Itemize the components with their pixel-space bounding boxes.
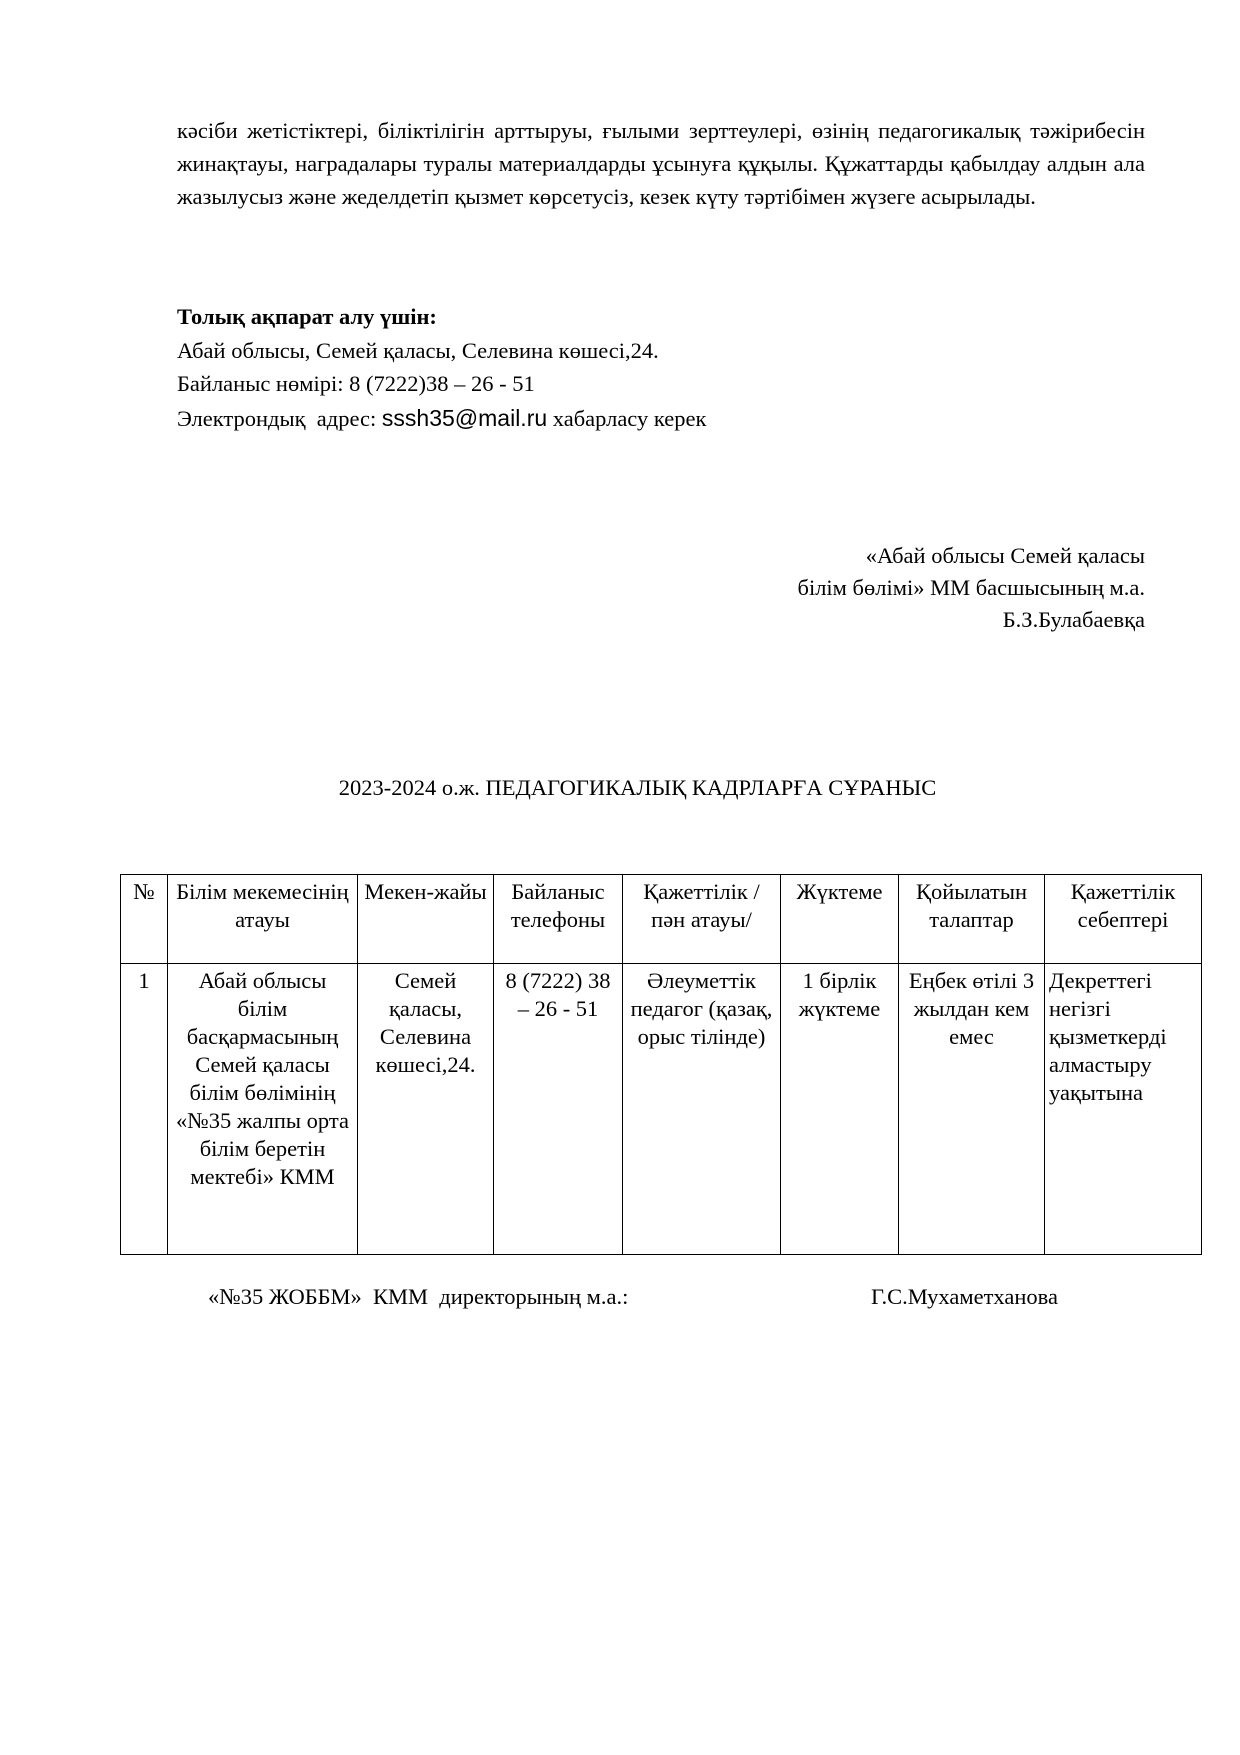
header-load: Жүктеме: [781, 875, 899, 964]
header-subject: Қажеттілік /пән атауы/: [623, 875, 781, 964]
signature-name: Г.С.Мухаметханова: [871, 1284, 1058, 1309]
contact-address: Абай облысы, Семей қаласы, Селевина көшесі,24.: [177, 338, 659, 363]
header-phone: Байланыс телефоны: [494, 875, 623, 964]
addressee-line-2: білім бөлімі» ММ басшысының м.а.: [797, 575, 1145, 600]
table-row: [121, 964, 1202, 1255]
email-link[interactable]: sssh35@mail.ru: [381, 405, 548, 431]
contact-phone: Байланыс нөмірі: 8 (7222)38 – 26 - 51: [177, 371, 535, 396]
document-title: 2023-2024 о.ж. ПЕДАГОГИКАЛЫҚ КАДРЛАРҒА СҰРАНЫС: [338, 775, 937, 800]
contact-heading: Толық ақпарат алу үшін:: [177, 304, 437, 329]
header-num: №: [121, 875, 168, 964]
contact-block: [177, 300, 1077, 435]
cell-num: 1: [121, 964, 168, 1255]
intro-paragraph: кәсіби жетістіктері, біліктілігін арттыруы, ғылыми зерттеулері, өзінің педагогикалық тәжірибесін жинақтауы, наградалары туралы материалдарды ұсынуға құқылы. Құжаттарды қабылдау алдын ала жазылусыз және жеделдетіп қызмет көрсетусіз, кезек күту тәртібімен жүзеге асырылады.: [177, 118, 1145, 209]
contact-email-line: [177, 402, 1077, 435]
cell-subject: Әлеуметтік педагог (қазақ, орыс тілінде): [623, 964, 781, 1255]
cell-phone: 8 (7222) 38 – 26 - 51: [494, 964, 623, 1255]
cell-reason: Декреттегі негізгі қызметкерді алмастыру уақытына: [1045, 964, 1202, 1255]
cell-load: 1 бірлік жүктеме: [781, 964, 899, 1255]
email-suffix: хабарласу керек: [547, 406, 707, 431]
staff-request-table: [120, 874, 1202, 1255]
cell-institution: Абай облысы білім басқармасының Семей қаласы білім бөлімінің «№35 жалпы орта білім беретін мектебі» КММ: [168, 964, 358, 1255]
addressee-block: [545, 540, 1145, 636]
signature-block: [208, 1282, 1088, 1312]
addressee-line-1: «Абай облысы Семей қаласы: [865, 543, 1145, 568]
header-address: Мекен-жайы: [358, 875, 494, 964]
header-requirements: Қойылатын талаптар: [899, 875, 1045, 964]
header-institution: Білім мекемесінің атауы: [168, 875, 358, 964]
cell-address: Семей қаласы, Селевина көшесі,24.: [358, 964, 494, 1255]
table-header-row: [121, 875, 1202, 964]
signature-role: «№35 ЖОББМ» КММ директорының м.а.:: [208, 1284, 629, 1309]
addressee-name: Б.З.Булабаевқа: [1002, 607, 1145, 632]
email-prefix: Электрондық адрес:: [177, 406, 382, 431]
header-reason: Қажеттілік себептері: [1045, 875, 1202, 964]
cell-requirements: Еңбек өтілі 3 жылдан кем емес: [899, 964, 1045, 1255]
